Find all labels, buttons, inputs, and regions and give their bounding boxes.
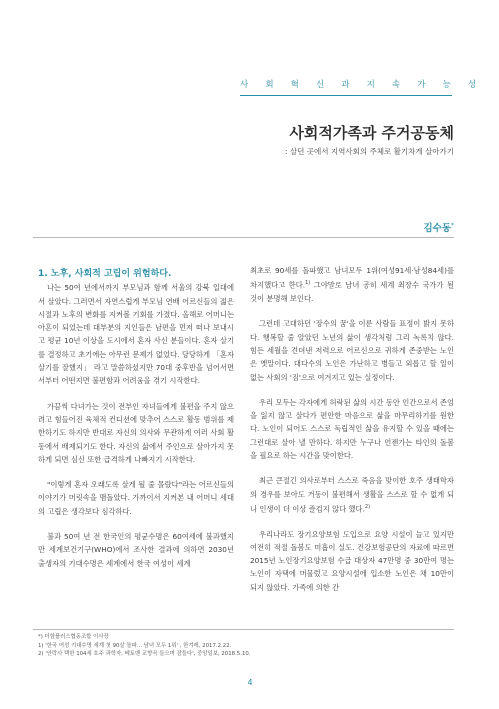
footnote: 2) '안락사 택한 104세 호주 과학자, 베토벤 교향곡 들으며 잠들다', 중앙일보, 2018.5.10. — [38, 651, 251, 658]
paragraph: 그런데 고대하던 '장수의 꿈'을 이룬 사람들 표정이 밝지 못하다. 행복할 줄 알았던 노년의 삶이 생각처럼 그리 녹록치 않다. 힘든 세월을 견뎌낸 저력으로 어르신으로 귀하게 존중받는 노인은 옛말이다. 대다수의 노인은 가난하고 병들고 외롭고 할 일이 없는 사회의 '짐'으로 여겨지고 있는 실정이다. — [250, 319, 454, 382]
paragraph-gap — [250, 462, 454, 474]
author-footnote-mark: * — [451, 221, 454, 229]
paragraph-gap — [250, 305, 454, 317]
author-name — [330, 220, 454, 234]
paragraph — [250, 264, 454, 305]
paragraph — [250, 474, 454, 515]
paragraph: 불과 50여 년 전 한국인의 평균수명은 60여세에 불과했지만 세계보건기구(WHO)에서 조사한 결과에 의하면 2030년 출생자의 기대수명은 세계에서 한국 여성이 세계 — [38, 532, 234, 568]
left-column — [38, 268, 234, 570]
paragraph-text: 최근 큰절긴 의사로부터 스스로 죽음을 맞이한 호주 생태학자의 경우를 보아도 거동이 불편해서 생활을 스스로 할 수 없게 되니 인생이 더 이상 즐겁지 않다 했다. — [250, 476, 454, 514]
article-title: 사회적가족과 주거공동체 — [289, 124, 454, 142]
footnote: 1) '한국 여성 기대수명 세계 첫 90살 돌파... 남녀 모두 1위' , 한겨레, 2017.2.22. — [38, 642, 232, 649]
footnote-ref: 2) — [364, 503, 371, 510]
paragraph-gap — [38, 518, 234, 530]
footnote-divider — [33, 629, 454, 630]
paragraph-text: 그야말로 남녀 공히 세계 최장수 국가가 될 것이 분명해 보인다. — [250, 280, 454, 304]
paragraph: 가끔씩 다녀가는 것이 전부인 자녀들에게 불편을 주지 않으려고 힘들어진 육체적 컨디션에 맞추어 스스로 활동 범위를 제한하기도 하지만 반대로 자신의 의사와 무관하게 여러 사회 활동에서 배제되기도 한다. 자신의 삶에서 주인으로 살아가지 못하게 되면 심신 또한 급격하게 나빠지기 시작한다. — [38, 401, 234, 464]
paragraph: 우리 모두는 각자에게 허락된 삶의 시간 동안 인간으로서 존엄을 잃지 않고 살다가 편안한 마음으로 삶을 마무리하기를 원한다. 노인이 되어도 스스로 독립적인 삶을 유지할 수 있을 때에는 그런대로 살아 낼 만하다. 하지만 누구나 언젠가는 타인의 돌봄을 필요로 하는 시간을 맞이한다. — [250, 397, 454, 460]
paragraph-text: 최초로 90세를 돌파했고 남녀모두 1위(여성91세·남성84세)를 차지했다고 한다. — [250, 266, 454, 290]
paragraph: 우리나라도 장기요양보험 도입으로 요양 시설이 늘고 있지만 여전히 적절 돌봄도 미흡이 실도. 건강보험공단의 자료에 따르면 2015년 노인장기요양보험 수급 대상자 47만명 중 30만여 명는 노인이 자택에 머물렀고 요양시설에 입소한 노인은 채 10만이 되지 않았다. 가족에 의한 간 — [250, 529, 454, 592]
right-column — [250, 264, 454, 594]
paragraph-gap — [38, 466, 234, 478]
header-divider — [33, 237, 454, 238]
footnote: *) 더함플러스협동조합 이사장 — [38, 634, 109, 640]
footnotes — [38, 633, 454, 659]
paragraph-gap — [250, 384, 454, 396]
series-title: 사 회 혁 신 과 지 속 가 능 성 — [240, 80, 484, 90]
page-number: 4 — [247, 678, 253, 687]
paragraph-gap — [38, 388, 234, 400]
series-divider — [240, 95, 452, 96]
paragraph: 나는 50여 년에서까지 부모님과 함께 서울의 강북 일대에서 살았다. 그러면서 자연스럽게 부모님 연배 어르신들의 젊은 시절과 노후의 변화를 지켜볼 기회를 가졌다. 올해로 어머니는 아흔이 되었는데 대부분의 지인들은 남편을 먼저 떠나 보내시고 평균 10년 이상을 도시에서 혼자 사신 분들이다. 혼자 살기를 결정하고 초기에는 아무런 문제가 없었다. 당당하게 「혼자 살기를 잘했지」 라고 말씀하셨지만 70대 중후반을 넘어서면서부터 어떤지면 불편함과 어려움을 겪기 시작한다. — [38, 283, 234, 386]
section-heading: 1. 노후, 사회적 고립이 위험하다. — [38, 269, 172, 279]
footnote-ref: 1) — [305, 280, 311, 287]
article-subtitle: : 살던 곳에서 지역사회의 주체로 활기차게 살아가기 — [285, 147, 454, 156]
paragraph: "이렇게 혼자 오래도록 살게 될 줄 몰랐다"라는 어르신들의 이야기가 머릿속을 맴돌았다. 가까이서 지켜본 내 어머니 세대의 고립은 생각보다 심각하다. — [38, 480, 234, 516]
paragraph-gap — [250, 516, 454, 528]
author-name-text: 김수동 — [423, 223, 451, 234]
